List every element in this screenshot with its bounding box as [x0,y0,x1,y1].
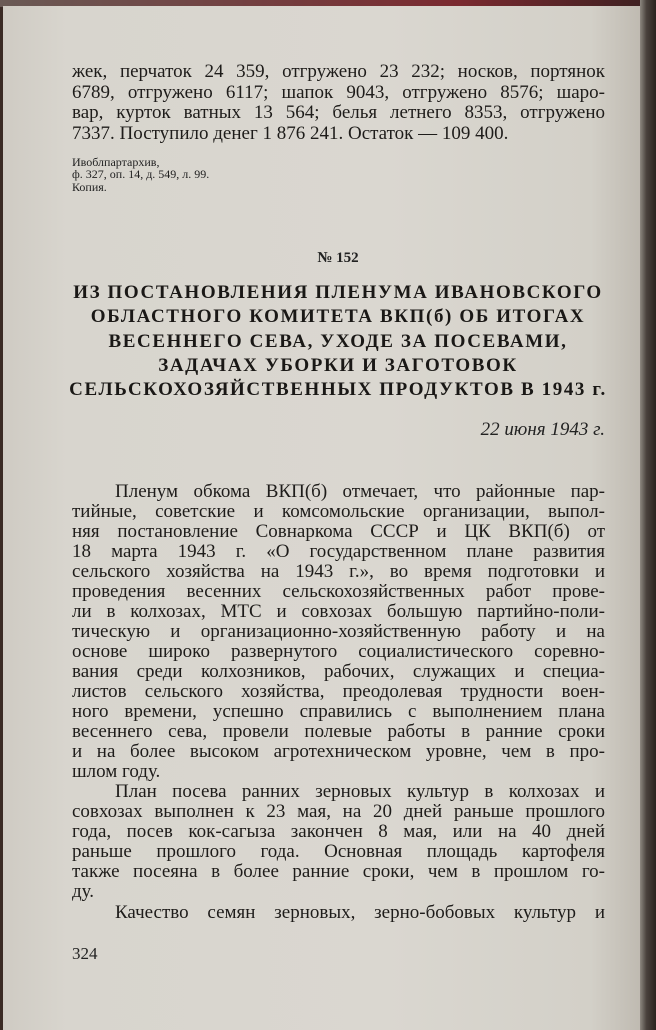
text-line: няя постановление Совнаркома СССР и ЦК ВКП(б) от [72,521,605,542]
title-line: ОБЛАСТНОГО КОМИТЕТА ВКП(б) ОБ ИТОГАХ [90,306,586,327]
text-line: основе широко развернутого социалистического соревно- [72,641,605,662]
page-number: 324 [72,944,98,963]
text-line: Пленум обкома ВКП(б) отмечает, что районные пар- [115,481,605,502]
text-line: шлом году. [72,761,161,782]
text-line: тическую и организационно-хозяйственную работу и на [72,621,605,642]
source-note-line: Ивоблпартархив, [72,155,160,169]
text-line: 18 марта 1943 г. «О государственном плане развития [72,541,605,562]
text-line: План посева ранних зерновых культур в колхозах и [115,781,605,802]
text-line: жек, перчаток 24 359, отгружено 23 232; носков, портянок [72,61,605,82]
text-line: тийные, советские и комсомольские организации, выпол- [72,501,605,522]
text-line: раньше прошлого года. Основная площадь картофеля [72,841,605,862]
text-line: ли в колхозах, МТС и совхозах большую партийно-поли- [72,601,605,622]
document-date: 22 июня 1943 г. [480,419,605,440]
page-spine-edge [640,0,656,1030]
text-line: вар, курток ватных 13 564; белья летнего 8353, отгружено [72,102,605,123]
text-line: весеннего сева, провели полевые работы в ранние сроки [72,721,605,742]
title-line: ЗАДАЧАХ УБОРКИ И ЗАГОТОВОК [158,355,518,376]
text-line: ного времени, успешно справились с выполнением плана [72,701,605,722]
text-line: листов сельского хозяйства, преодолевая трудности воен- [72,681,605,702]
text-line: года, посев кок-сагыза закончен 8 мая, или на 40 дней [72,821,605,842]
title-line: ИЗ ПОСТАНОВЛЕНИЯ ПЛЕНУМА ИВАНОВСКОГО [73,282,603,303]
text-line: Качество семян зерновых, зерно-бобовых культур и [115,902,605,923]
title-line: СЕЛЬСКОХОЗЯЙСТВЕННЫХ ПРОДУКТОВ В 1943 г. [69,379,607,400]
text-line: 6789, отгружено 6117; шапок 9043, отгружено 8576; шаро- [72,81,605,103]
text-line: ду. [72,881,95,902]
text-line: совхозах выполнен к 23 мая, на 20 дней раньше прошлого [72,801,605,822]
source-note-line: Копия. [72,179,107,194]
source-note-line: ф. 327, оп. 14, д. 549, л. 99. [72,167,210,182]
text-line: сельского хозяйства на 1943 г.», во время подготовки и [72,561,605,582]
text-line: и на более высоком агротехническом уровне, чем в про- [72,741,605,762]
text-line: 7337. Поступило денег 1 876 241. Остаток — 109 400. [72,122,509,144]
text-line: также посеяна в более ранние сроки, чем в прошлом го- [72,861,605,882]
title-line: ВЕСЕННЕГО СЕВА, УХОДЕ ЗА ПОСЕВАМИ, [108,331,568,352]
text-line: проведения весенних сельскохозяйственных работ прове- [72,581,605,602]
document-number: № 152 [317,250,359,266]
text-line: вания среди колхозников, рабочих, служащих и специа- [72,661,605,682]
